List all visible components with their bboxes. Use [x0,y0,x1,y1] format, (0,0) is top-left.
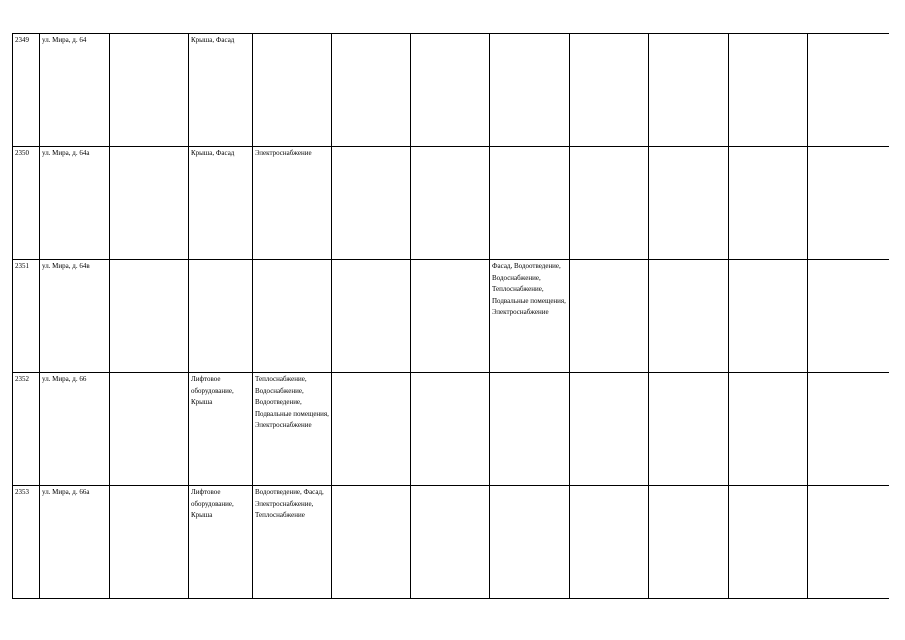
row-number-cell: 2349 [13,34,40,147]
row-number-cell: 2352 [13,373,40,486]
row-number-cell: 2353 [13,486,40,599]
table-cell: Электроснабжение [253,147,332,260]
table-cell [649,34,729,147]
table-cell [729,260,808,373]
table-cell [332,486,411,599]
table-cell [649,486,729,599]
table-row [13,260,889,373]
table-cell: Водоотведение, Фасад, Электроснабжение, Теплоснабжение [253,486,332,599]
address-cell: ул. Мира, д. 64а [40,147,110,260]
table-cell [570,260,649,373]
table-cell [332,373,411,486]
table-cell [649,147,729,260]
table-cell [649,373,729,486]
table-row [13,373,889,486]
address-cell: ул. Мира, д. 64в [40,260,110,373]
table-cell [110,34,189,147]
table-cell [490,34,570,147]
table-cell: Лифтовое оборудование, Крыша [189,486,253,599]
table-cell [649,260,729,373]
table-cell [570,147,649,260]
table-cell [411,260,490,373]
table-cell [110,260,189,373]
address-cell: ул. Мира, д. 66 [40,373,110,486]
table-cell [332,147,411,260]
table-cell [110,486,189,599]
row-number-cell: 2350 [13,147,40,260]
table-cell [570,373,649,486]
table-cell [808,34,889,147]
table-cell [253,260,332,373]
table-cell [411,34,490,147]
table-cell [729,486,808,599]
table-cell: Крыша, Фасад [189,147,253,260]
address-cell: ул. Мира, д. 64 [40,34,110,147]
table-cell [729,147,808,260]
table-cell: Фасад, Водоотведение, Водоснабжение, Теплоснабжение, Подвальные помещения, Электроснабжение [490,260,570,373]
table-cell [570,34,649,147]
table-cell [332,34,411,147]
table-row [13,486,889,599]
table-cell [332,260,411,373]
table-cell [411,486,490,599]
table-cell [808,260,889,373]
table-cell: Лифтовое оборудование, Крыша [189,373,253,486]
table-cell [253,34,332,147]
table-cell [808,486,889,599]
document-table [12,33,889,599]
table-cell [490,373,570,486]
table-cell [189,260,253,373]
table-cell [110,373,189,486]
table-cell [729,34,808,147]
table-row [13,147,889,260]
table-cell [411,147,490,260]
address-cell: ул. Мира, д. 66а [40,486,110,599]
table-cell [808,373,889,486]
table-cell: Крыша, Фасад [189,34,253,147]
row-number-cell: 2351 [13,260,40,373]
table-cell [808,147,889,260]
table-cell [411,373,490,486]
table-cell [729,373,808,486]
table-cell [110,147,189,260]
table-cell [570,486,649,599]
table-cell [490,486,570,599]
table-row [13,34,889,147]
table-cell: Теплоснабжение, Водоснабжение, Водоотведение, Подвальные помещения, Электроснабжение [253,373,332,486]
table-cell [490,147,570,260]
